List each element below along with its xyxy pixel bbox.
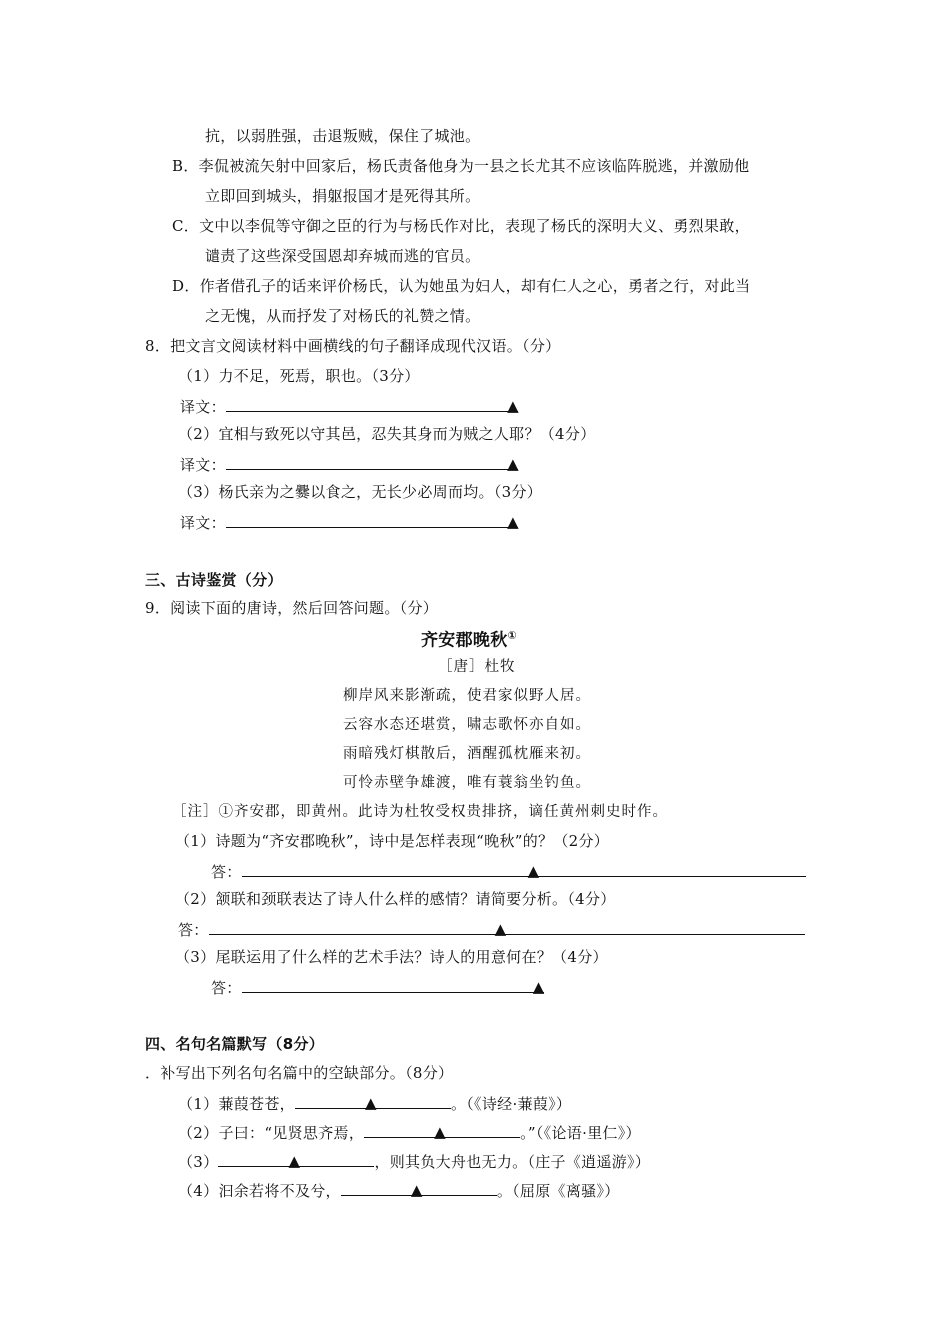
item-prefix: （2）子曰：“见贤思齐焉， [178,1124,365,1142]
recitation-item-3 [178,1150,650,1172]
item-suffix: 。（《诗经·蒹葭》） [450,1095,572,1113]
q7-option-c-line1: C．文中以李侃等守御之臣的行为与杨氏作对比，表现了杨氏的深明大义、勇烈果敢， [172,217,750,235]
poem-note: ［注］①齐安郡，即黄州。此诗为杜牧受权贵排挤，谪任黄州刺史时作。 [172,804,668,820]
answer-blank[interactable] [209,918,805,938]
footnote-mark: ① [507,629,518,642]
answer-blank[interactable] [226,511,519,531]
q9-question-1: （1）诗题为“齐安郡晚秋”，诗中是怎样表现“晚秋”的？（2分） [175,832,610,850]
q8-item-3: （3）杨氏亲为之爨以食之，无长少必周而均。（3分） [178,483,543,501]
q7-option-c-line2: 谴责了这些深受国恩却弃城而逃的官员。 [205,247,481,265]
q9-answer-row-3 [211,976,544,998]
q8-item-2: （2）宜相与致死以守其邑，忍失其身而为贼之人耶？（4分） [178,425,596,443]
answer-label: 答： [178,921,209,939]
triangle-marker-icon: ▲ [288,1152,301,1170]
triangle-marker-icon: ▲ [494,920,507,938]
answer-label: 答： [211,863,242,881]
answer-label: 答： [211,979,242,997]
poem-line-4: 可怜赤壁争雄渡，唯有蓑翁坐钓鱼。 [343,775,591,791]
poem-author: ［唐］杜牧 [438,659,516,675]
answer-label: 译文： [180,514,226,532]
triangle-marker-icon: ▲ [507,397,519,415]
triangle-marker-icon: ▲ [434,1123,446,1141]
item-suffix: ，则其负大舟也无力。（庄子《逍遥游》） [374,1153,651,1171]
recitation-blank[interactable] [218,1150,374,1170]
q7-option-b-line2: 立即回到城头，捐躯报国才是死得其所。 [205,187,481,205]
triangle-marker-icon: ▲ [507,455,519,473]
q9-question-3: （3）尾联运用了什么样的艺术手法？诗人的用意何在？（4分） [175,948,608,966]
q8-title: 8．把文言文阅读材料中画横线的句子翻译成现代汉语。（分） [145,337,561,355]
recitation-blank[interactable] [364,1121,520,1141]
answer-label: 译文： [180,398,226,416]
item-suffix: 。”（《论语·里仁》） [520,1124,641,1142]
q7-option-a-continuation: 抗，以弱胜强，击退叛贼，保住了城池。 [205,127,481,145]
triangle-marker-icon: ▲ [507,513,519,531]
q8-answer-row-3 [180,511,518,533]
section3-heading: 三、古诗鉴赏（分） [145,571,283,589]
recitation-item-1 [178,1092,571,1114]
q9-question-2: （2）颔联和颈联表达了诗人什么样的感情？请简要分析。（4分） [175,890,616,908]
answer-blank[interactable] [226,395,519,415]
recitation-item-2 [178,1121,641,1143]
triangle-marker-icon: ▲ [532,978,545,996]
q7-option-d-line2: 之无愧，从而抒发了对杨氏的礼赞之情。 [205,307,481,325]
recitation-blank[interactable] [295,1092,451,1112]
triangle-marker-icon: ▲ [364,1094,377,1112]
item-prefix: （1）蒹葭苍苍， [178,1095,295,1113]
item-suffix: 。（屈原《离骚》） [496,1182,620,1200]
q8-answer-row-2 [180,453,518,475]
q8-answer-row-1 [180,395,518,417]
poem-line-2: 云容水态还堪赏，啸志歌怀亦自如。 [343,717,591,733]
section4-intro: ．补写出下列名句名篇中的空缺部分。（8分） [145,1064,454,1082]
triangle-marker-icon: ▲ [410,1181,423,1199]
answer-blank[interactable] [242,976,545,996]
q7-option-d-line1: D．作者借孔子的话来评价杨氏，认为她虽为妇人，却有仁人之心，勇者之行，对此当 [172,277,751,295]
answer-label: 译文： [180,456,226,474]
poem-line-1: 柳岸风来影渐疏，使君家似野人居。 [343,688,591,704]
item-prefix: （3） [178,1153,219,1171]
q9-answer-row-2 [178,918,805,940]
q7-option-b-line1: B．李侃被流矢射中回家后，杨氏责备他身为一县之长尤其不应该临阵脱逃，并激励他 [172,157,750,175]
section4-heading: 四、名句名篇默写（8分） [145,1035,325,1053]
recitation-item-4 [178,1179,620,1201]
answer-blank[interactable] [226,453,519,473]
poem-title: 齐安郡晚秋① [421,629,518,651]
poem-line-3: 雨暗残灯棋散后，酒醒孤枕雁来初。 [343,746,591,762]
q9-answer-row-1 [211,860,806,882]
recitation-blank[interactable] [341,1179,497,1199]
q9-title: 9．阅读下面的唐诗，然后回答问题。（分） [145,599,439,617]
answer-blank[interactable] [242,860,806,880]
item-prefix: （4）汩余若将不及兮， [178,1182,341,1200]
triangle-marker-icon: ▲ [527,862,540,880]
q8-item-1: （1）力不足，死焉，职也。（3分） [178,367,420,385]
